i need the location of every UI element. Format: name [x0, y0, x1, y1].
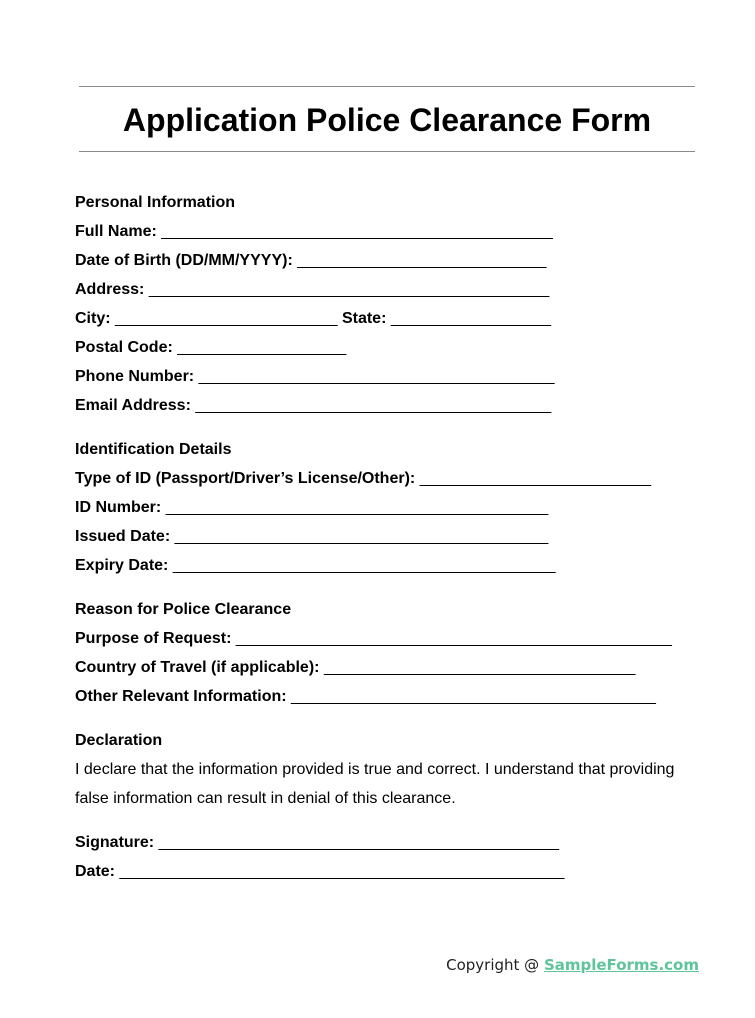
bottom-divider — [79, 151, 695, 152]
copyright-notice — [446, 954, 699, 976]
field-label: Other Relevant Information: — [75, 688, 287, 705]
city-state-row — [75, 304, 695, 333]
identification-section — [75, 435, 695, 580]
field-label: Phone Number: — [75, 368, 195, 385]
field-blank[interactable]: _________________________________________ — [291, 688, 656, 705]
field-blank[interactable]: ____________________________ — [297, 252, 547, 269]
purpose-field[interactable] — [75, 624, 695, 653]
field-blank[interactable]: ________________________________________ — [195, 397, 552, 414]
section-heading: Personal Information — [75, 194, 236, 211]
field-label: ID Number: — [75, 499, 162, 516]
form-body — [75, 188, 695, 901]
field-label: Type of ID (Passport/Driver’s License/Other): — [75, 470, 416, 487]
field-blank[interactable]: ___________________________________________ — [172, 557, 556, 574]
declaration-section — [75, 726, 695, 813]
field-label: State: — [341, 310, 387, 327]
date-field[interactable] — [75, 857, 695, 886]
field-label: Address: — [75, 281, 145, 298]
country-field[interactable] — [75, 653, 695, 682]
field-blank[interactable]: ____________________________________________ — [161, 223, 553, 240]
field-blank[interactable]: ___________________________________ — [323, 659, 636, 676]
section-heading: Reason for Police Clearance — [75, 601, 292, 618]
section-heading: Identification Details — [75, 441, 232, 458]
declaration-text: I declare that the information provided is true and correct. I understand that providing false information can result in denial of this clearance. — [75, 761, 675, 807]
reason-section — [75, 595, 695, 711]
field-blank[interactable]: ________________________________________ — [198, 368, 555, 385]
field-blank[interactable]: _____________________________________________ — [148, 281, 550, 298]
field-label: Full Name: — [75, 223, 157, 240]
field-label: Email Address: — [75, 397, 191, 414]
field-label: Issued Date: — [75, 528, 171, 545]
dob-field[interactable] — [75, 246, 695, 275]
address-field[interactable] — [75, 275, 695, 304]
field-label: Date of Birth (DD/MM/YYYY): — [75, 252, 293, 269]
page-title: Application Police Clearance Form — [122, 102, 652, 138]
email-field[interactable] — [75, 391, 695, 420]
field-blank[interactable]: _____________________________________________ — [158, 834, 560, 851]
field-blank[interactable]: _________________________________________________ — [235, 630, 672, 647]
field-label: Postal Code: — [75, 339, 173, 356]
field-blank[interactable]: __________________________ — [419, 470, 652, 487]
state-blank[interactable]: __________________ — [390, 310, 552, 327]
issued-date-field[interactable] — [75, 522, 695, 551]
field-label: City: — [75, 310, 111, 327]
personal-section — [75, 188, 695, 420]
field-label: Country of Travel (if applicable): — [75, 659, 320, 676]
field-label: Date: — [75, 863, 116, 880]
id-number-field[interactable] — [75, 493, 695, 522]
field-label: Signature: — [75, 834, 155, 851]
section-heading: Declaration — [75, 732, 163, 749]
id-type-field[interactable] — [75, 464, 695, 493]
expiry-date-field[interactable] — [75, 551, 695, 580]
field-label: Purpose of Request: — [75, 630, 232, 647]
copyright-prefix: Copyright @ — [446, 956, 544, 974]
city-blank[interactable]: _________________________ — [115, 310, 338, 327]
signature-field[interactable] — [75, 828, 695, 857]
top-divider — [79, 86, 695, 87]
field-blank[interactable]: __________________________________________ — [174, 528, 549, 545]
full-name-field[interactable] — [75, 217, 695, 246]
brand-link[interactable]: SampleForms.com — [543, 956, 699, 974]
other-info-field[interactable] — [75, 682, 695, 711]
field-label: Expiry Date: — [75, 557, 169, 574]
field-blank[interactable]: ___________________________________________ — [165, 499, 549, 516]
field-blank[interactable]: __________________________________________________ — [119, 863, 565, 880]
signature-section — [75, 828, 695, 886]
field-blank[interactable]: ___________________ — [177, 339, 347, 356]
postal-code-field[interactable] — [75, 333, 695, 362]
phone-field[interactable] — [75, 362, 695, 391]
